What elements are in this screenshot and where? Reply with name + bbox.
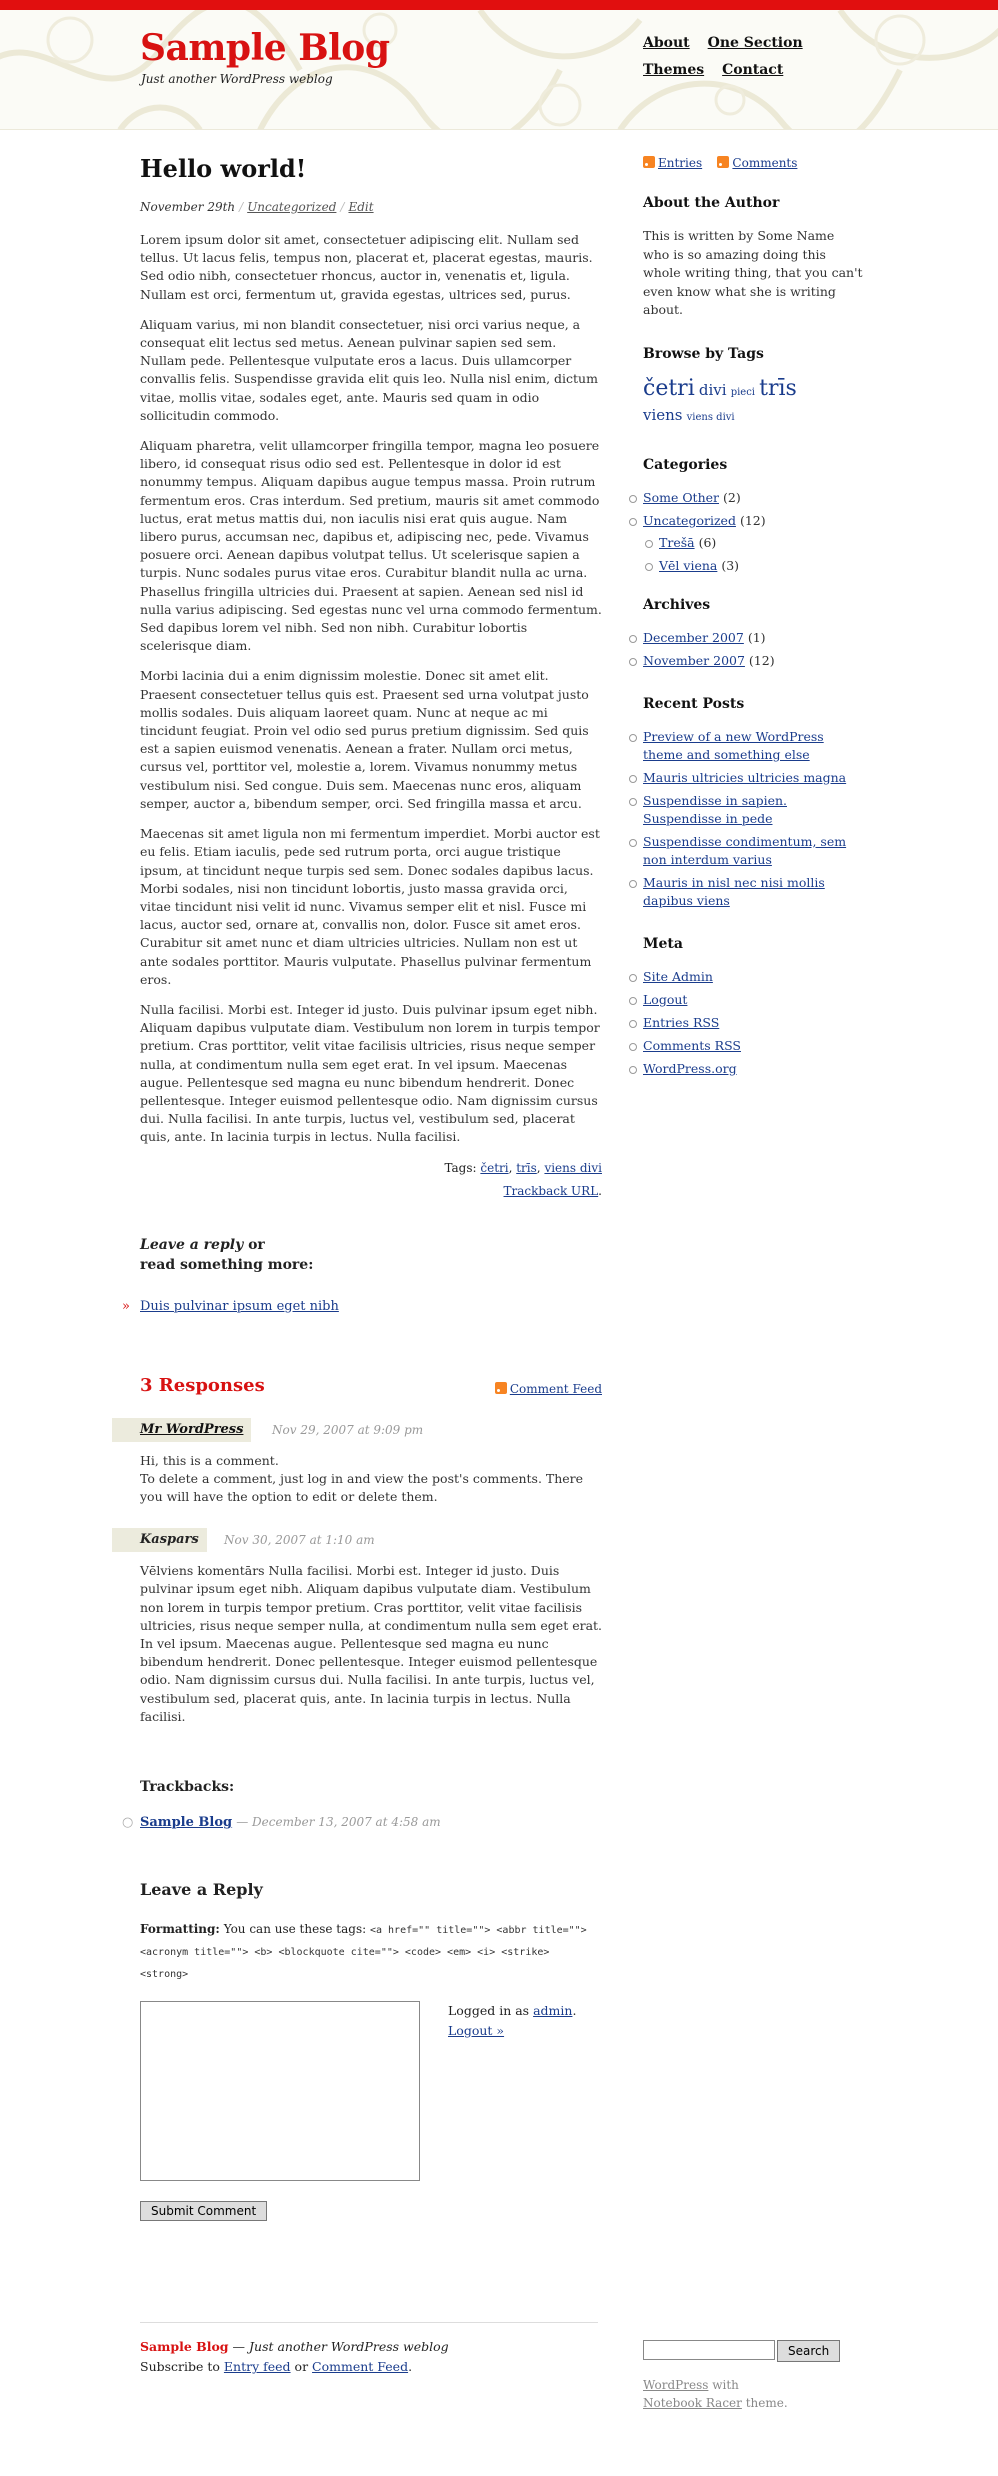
post-meta: [140, 198, 602, 217]
formatting-label: Formatting:: [140, 1921, 220, 1936]
comment-feed-link[interactable]: Comment Feed: [509, 1381, 602, 1396]
rss-icon: [643, 156, 655, 168]
comment-textarea[interactable]: [140, 2001, 420, 2181]
footer-tagline: — Just another WordPress weblog: [232, 2339, 449, 2354]
top-accent-bar: [0, 0, 998, 10]
recent-post-item: [643, 792, 863, 828]
theme-credit-link[interactable]: Notebook Racer: [643, 2396, 742, 2410]
meta-item: [643, 1037, 863, 1055]
post-paragraph: Aliquam pharetra, velit ullamcorper fringilla tempor, magna leo posuere libero, id consequat risus odio sed est. Pellentesque in dolor id est nonummy tempus. Aliquam dapibus augue tempus massa. Proin rutrum fermentum eros. Cras interdum. Sed pretium, mauris sit amet commodo luctus, erat metus mattis dui, non iaculis nisi erat quis augue. Nam libero purus, accumsan nec, dapibus et, adipiscing nec, pede. Vivamus posuere orci. Aenean dapibus volutpat tellus. Ut scelerisque sapien a turpis. Nunc sodales purus vitae eros. Curabitur blandit nulla ac urna. Phasellus fringilla ultricies dui. Praesent at sapien. Aenean sed nisl id nulla varius adipiscing. Sed egestas nunc vel urna commodo fermentum. Sed dapibus lorem vel nibh. Sed non nibh. Curabitur lobortis scelerisque diam.: [140, 438, 602, 654]
nav-one-section[interactable]: One Section: [707, 35, 803, 51]
meta-title: Meta: [643, 935, 683, 952]
about-author-section: [643, 193, 863, 320]
post-body: [140, 231, 602, 1147]
raquo-icon: »: [122, 1298, 130, 1314]
comment: [140, 1528, 602, 1726]
category-item: [659, 557, 863, 575]
site-admin-link[interactable]: Site Admin: [643, 968, 713, 984]
blog-title[interactable]: Sample Blog: [140, 27, 390, 69]
footer-blog-title[interactable]: Sample Blog: [140, 2339, 229, 2354]
leave-reply-title: Leave a Reply: [140, 1879, 263, 1899]
recent-post-link[interactable]: Mauris ultricies ultricies magna: [643, 769, 847, 785]
post-paragraph: Lorem ipsum dolor sit amet, consectetuer adipiscing elit. Nullam sed tellus. Ut lacus felis, tempus non, placerat et, placerat egestas, mauris. Sed odio nibh, consectetuer rhoncus, auctor in, venenatis et, ligula. Nullam est orci, fermentum ut, gravida egestas, ultrices sed, purus.: [140, 232, 593, 302]
tag-link[interactable]: viens divi: [544, 1160, 602, 1175]
comment-header: [140, 1418, 602, 1442]
meta-section: [643, 934, 863, 1078]
comment-text: Vēlviens komentārs Nulla facilisi. Morbi est. Integer id justo. Duis pulvinar ipsum eget nibh. Aliquam dapibus vulputate diam. Vestibulum non lorem in turpis tempor pretium. Cras porttitor, velit vitae facilisis ultricies, risus neque semper nulla, at condimentum nulla sem eget erat. In vel ipsum. Maecenas augue. Pellentesque sed magna eu nunc bibendum hendrerit. Donec pellentesque. Integer euismod pellentesque odio. Nam dignissim cursus dui. Nulla facilisi. In ante turpis, luctus vel, vestibulum sed, placerat quis, ante. In lacinia turpis in lectus. Nulla facilisi.: [140, 1563, 603, 1724]
more-heading-em: Leave a reply: [140, 1236, 244, 1253]
leave-reply-or-more: [122, 1235, 602, 1316]
archive-item: [643, 652, 863, 670]
about-author-title: About the Author: [643, 195, 780, 211]
more-heading-line2: read something more:: [140, 1256, 314, 1273]
comments-feed-link[interactable]: Comments: [732, 156, 798, 170]
tag-cloud-item[interactable]: pieci: [730, 386, 756, 398]
formatting-hint: [140, 1919, 602, 1985]
footer-or: or: [294, 2359, 309, 2374]
meta-item: [643, 1014, 863, 1032]
trackback-url-link[interactable]: Trackback URL: [503, 1183, 599, 1198]
post-tags: Tags: četri, trīs, viens divi: [444, 1160, 602, 1175]
subcategories-list: [643, 534, 863, 575]
post-paragraph: Nulla facilisi. Morbi est. Integer id justo. Duis pulvinar ipsum eget nibh. Aliquam dapibus vulputate diam. Vestibulum non lorem in turpis tempor pretium. Cras porttitor, velit vitae facilisis ultricies, risus neque semper nulla, at condimentum nulla sem eget erat. In vel ipsum. Maecenas augue. Pellentesque sed magna eu nunc bibendum hendrerit. Donec pellentesque. Integer euismod pellentesque odio. Nam dignissim cursus dui. Nulla facilisi. In ante turpis, luctus vel, vestibulum sed, placerat quis, ante. In lacinia turpis in lectus. Nulla facilisi.: [140, 1001, 600, 1145]
formatting-text: You can use these tags:: [223, 1921, 367, 1936]
post-title[interactable]: Hello world!: [140, 154, 307, 183]
wordpress-credit-link[interactable]: WordPress: [643, 2378, 709, 2392]
logged-in-info: Logged in as admin. Logout »: [448, 2002, 577, 2038]
bullet-icon: ○: [122, 1814, 134, 1830]
credit-with: with: [712, 2378, 739, 2392]
category-count: (2): [723, 489, 741, 505]
comment-feed-row: [495, 1380, 602, 1399]
archives-title: Archives: [643, 596, 711, 613]
related-post-item: [122, 1297, 602, 1316]
recent-posts-title: Recent Posts: [643, 695, 745, 712]
tag-cloud-item[interactable]: divi: [698, 380, 727, 399]
archive-item: [643, 629, 863, 647]
formatting-tags: <a href="" title=""> <abbr title=""> <acronym title=""> <b> <blockquote cite=""> <code> <em> <i> <strike> <strong>: [140, 1924, 587, 1980]
post-date: November 29th: [140, 200, 236, 214]
tag-cloud-item[interactable]: viens divi: [686, 411, 735, 423]
trackbacks-title: Trackbacks:: [140, 1778, 235, 1795]
recent-post-item: [643, 769, 863, 787]
wordpress-org-link[interactable]: WordPress.org: [643, 1060, 737, 1076]
comment-body: [140, 1452, 602, 1507]
archives-section: [643, 595, 863, 670]
archives-list: [643, 629, 863, 670]
more-heading-or: or: [243, 1236, 265, 1253]
about-author-text: This is written by Some Name who is so amazing doing this whole writing thing, that you can't even know what she is writing about.: [643, 228, 863, 317]
feed-links: [643, 154, 863, 173]
credit-suffix: theme.: [745, 2396, 788, 2410]
trackbacks-section: [122, 1778, 602, 1832]
footer-search: [643, 2340, 863, 2412]
trackback-date: — December 13, 2007 at 4:58 am: [236, 1814, 441, 1829]
comment-author: [112, 1418, 251, 1442]
comment: [140, 1418, 602, 1507]
tag-link[interactable]: četri: [480, 1160, 509, 1175]
blog-description: Just another WordPress weblog: [141, 72, 333, 86]
footer-entry-feed-link[interactable]: Entry feed: [223, 2359, 291, 2374]
tag-cloud-item[interactable]: viens: [643, 405, 683, 424]
recent-post-item: [643, 728, 863, 764]
comment-date: Nov 29, 2007 at 9:09 pm: [272, 1422, 424, 1437]
post-paragraph: Morbi lacinia dui a enim dignissim molestie. Donec sit amet elit. Praesent consectetuer tellus quis est. Praesent sed urna volutpat justo mollis sodales. Duis aliquam laoreet quam. Nunc at neque ac mi tincidunt feugiat. Proin vel odio sed purus pretium dignissim. Sed quis est a sapien euismod venenatis. Aenean a frater. Nullam orci metus, cursus vel, porttitor vel, molestie a, lorem. Vivamus nonummy metus vestibulum nisi. Sed congue. Duis sem. Maecenas nunc eros, aliquam semper, auctor a, bibendum semper, orci. Sed fringilla massa et arcu.: [140, 668, 589, 811]
comment-body: [140, 1562, 602, 1726]
nav-themes[interactable]: Themes: [643, 62, 705, 78]
archive-count: (1): [747, 629, 766, 645]
comment-author: Kaspars: [112, 1528, 207, 1552]
nav-contact[interactable]: Contact: [722, 62, 784, 78]
entries-feed-link[interactable]: Entries: [658, 156, 703, 170]
category-count: (3): [721, 557, 740, 573]
comment-text: To delete a comment, just log in and view the post's comments. There you will have the option to edit or delete them.: [140, 1470, 584, 1504]
recent-post-link[interactable]: Mauris in nisl nec nisi mollis dapibus viens: [643, 874, 825, 908]
recent-post-link[interactable]: Suspendisse in sapien. Suspendisse in pede: [643, 792, 787, 826]
tags-label: Tags: [444, 1160, 473, 1175]
browse-tags-section: [643, 344, 863, 429]
comment-author-link[interactable]: Mr WordPress: [140, 1421, 244, 1437]
post-edit-link[interactable]: Edit: [348, 200, 374, 214]
footer: Sample Blog — Just another WordPress weblog Subscribe to Entry feed or Comment Feed.: [140, 2322, 598, 2377]
category-link[interactable]: Trešā: [659, 534, 695, 550]
responses-header: [140, 1376, 602, 1400]
reply-form-row: [140, 2001, 602, 2201]
related-post-link[interactable]: Duis pulvinar ipsum eget nibh: [140, 1298, 339, 1314]
leave-reply-section: [140, 1880, 602, 2221]
meta-list: [643, 968, 863, 1078]
archive-link[interactable]: December 2007: [643, 629, 744, 645]
category-link[interactable]: Uncategorized: [643, 512, 736, 528]
meta-item: [643, 968, 863, 986]
category-item: [659, 534, 863, 552]
archive-link[interactable]: November 2007: [643, 652, 745, 668]
comment-text: Hi, this is a comment.: [140, 1452, 279, 1468]
recent-post-link[interactable]: Suspendisse condimentum, sem non interdum varius: [643, 833, 847, 867]
more-heading: [140, 1235, 602, 1275]
categories-list: [643, 489, 863, 575]
category-item: [643, 512, 863, 575]
recent-post-item: [643, 833, 863, 869]
category-count: (6): [698, 534, 717, 550]
sidebar: [643, 130, 863, 1083]
logged-in-prefix: Logged in as: [448, 2002, 530, 2018]
meta-separator: /: [340, 200, 345, 214]
tag-link[interactable]: trīs: [516, 1160, 537, 1175]
trackback-url-row: Trackback URL.: [503, 1183, 602, 1198]
archive-count: (12): [748, 652, 775, 668]
post-paragraph: Aliquam varius, mi non blandit consectetuer, nisi orci varius neque, a consequat elit lectus sed metus. Aenean pulvinar sapien sed sem. Nullam pede. Pellentesque vulputate eros a lacus. Duis ullamcorper convallis felis. Suspendisse gravida elit quis leo. Nulla nisl enim, dictum vitae, mollis vitae, sodales eget, ante. Mauris sed quam in odio sollicitudin commodo.: [140, 316, 598, 423]
category-link[interactable]: Some Other: [643, 489, 720, 505]
footer-subscribe-prefix: Subscribe to: [140, 2359, 220, 2374]
entries-rss-link[interactable]: Entries RSS: [643, 1014, 720, 1030]
tag-cloud-item[interactable]: četri: [643, 375, 695, 401]
responses-title: 3 Responses: [140, 1374, 265, 1396]
main-content: [122, 130, 603, 2221]
comment-header: [140, 1528, 602, 1552]
logout-link[interactable]: Logout »: [448, 2022, 505, 2038]
post-paragraph: Maecenas sit amet ligula non mi fermentum imperdiet. Morbi auctor est eu felis. Etiam iaculis, pede sed rutrum porta, orci augue tristique ipsum, at tincidunt neque turpis sed sem. Donec sodales dapibus lacus. Morbi sodales, nisi non tincidunt lobortis, justo massa gravida orci, vitae tincidunt nisi velit id nunc. Vivamus semper elit et nisl. Fusce mi lacus, auctor sed, ornare at, convallis non, dolor. Fusce sit amet eros. Curabitur sit amet nunc et diam ultricies ultricies. Nullam non est ut ante sodales porttitor. Mauris vulputate. Phasellus pulvinar fermentum eros.: [140, 826, 600, 987]
recent-posts-list: [643, 728, 863, 910]
site-header: [0, 10, 998, 130]
comments-rss-link[interactable]: Comments RSS: [643, 1037, 741, 1053]
categories-title: Categories: [643, 456, 728, 473]
browse-tags-title: Browse by Tags: [643, 345, 764, 362]
category-count: (12): [739, 512, 766, 528]
tag-cloud-item[interactable]: trīs: [759, 375, 797, 401]
meta-item: [643, 1060, 863, 1078]
category-link[interactable]: Vēl viena: [659, 557, 718, 573]
meta-item: [643, 991, 863, 1009]
recent-post-item: [643, 874, 863, 910]
categories-section: [643, 455, 863, 575]
nav-about[interactable]: About: [643, 35, 690, 51]
recent-post-link[interactable]: Preview of a new WordPress theme and something else: [643, 728, 824, 762]
logout-link[interactable]: Logout: [643, 991, 688, 1007]
theme-credit: [643, 2376, 863, 2412]
post-category-link[interactable]: Uncategorized: [247, 200, 337, 214]
tag-cloud: [643, 375, 863, 429]
search-input[interactable]: [643, 2340, 775, 2360]
rss-icon: [495, 1382, 507, 1394]
recent-posts-section: [643, 694, 863, 910]
trackback-item: [122, 1813, 602, 1832]
footer-comment-feed-link[interactable]: Comment Feed: [312, 2359, 409, 2374]
meta-separator: /: [239, 200, 244, 214]
rss-icon: [717, 156, 729, 168]
submit-comment-button[interactable]: Submit Comment: [140, 2201, 267, 2221]
top-navigation: [643, 34, 843, 88]
search-button[interactable]: Search: [777, 2340, 840, 2362]
category-item: [643, 489, 863, 507]
logged-in-user-link[interactable]: admin: [533, 2002, 573, 2018]
trackback-link[interactable]: Sample Blog: [140, 1814, 233, 1830]
comment-date: Nov 30, 2007 at 1:10 am: [224, 1533, 375, 1548]
